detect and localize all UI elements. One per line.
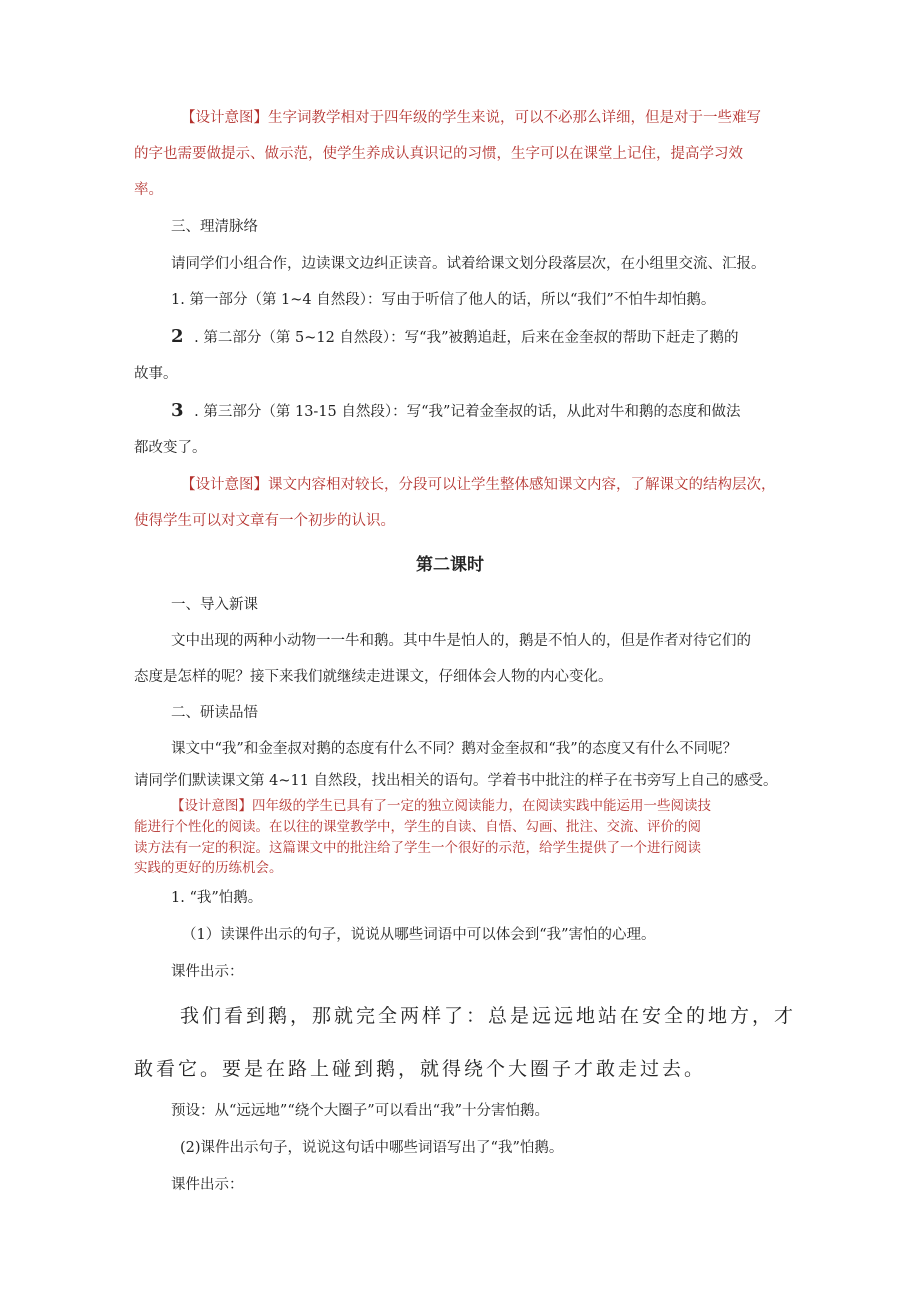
design-intent-3-line1 — [171, 797, 711, 815]
reading-line1: 课文中“我”和金奎叔对鹅的态度有什么不同？鹅对金奎叔和“我”的态度又有什么不同呢？ — [171, 741, 738, 757]
design-intent-3-line2: 能进行个性化的阅读。在以往的课堂教学中，学生的自读、自悟、勾画、批注、交流、评价的阅 — [134, 819, 701, 835]
part-3-line1 — [171, 401, 740, 422]
intro-line1: 文中出现的两种小动物一一牛和鹅。其中牛是怕人的，鹅是不怕人的，但是作者对待它们的 — [171, 633, 751, 649]
lesson-title: 第二课时 — [416, 555, 484, 575]
structure-intro: 请同学们小组合作，边读课文边纠正读音。试着给课文划分段落层次，在小组里交流、汇报。 — [171, 256, 766, 272]
part-3-text: . 第三部分（第 13-15 自然段）：写“我”记着金奎叔的话，从此对牛和鹅的态度和做法 — [194, 404, 741, 420]
section-heading-structure: 三、理清脉络 — [171, 219, 258, 235]
design-intent-3-line3: 读方法有一定的积淀。这篇课文中的批注给了学生一个很好的示范，给学生提供了一个进行阅读 — [134, 840, 701, 856]
design-intent-2-line1 — [181, 475, 776, 495]
section-heading-intro: 一、导入新课 — [171, 597, 258, 613]
quote-line1: 我们看到鹅，那就完全两样了：总是远远地站在安全的地方，才 — [180, 1005, 797, 1027]
courseware-label-2: 课件出示： — [171, 1177, 244, 1193]
section-heading-reading: 二、研读品悟 — [171, 705, 258, 721]
intro-line2: 态度是怎样的呢？接下来我们就继续走进课文，仔细体会人物的内心变化。 — [134, 669, 613, 685]
part-3-number: 3 — [171, 400, 184, 421]
reading-line2: 请同学们默读课文第 4~11 自然段，找出相关的语句。学着书中批注的样子在书旁写上自己的感受。 — [134, 773, 778, 789]
design-intent-3-line4: 实践的更好的历练机会。 — [134, 860, 283, 876]
design-intent-1-line2: 的字也需要做提示、做示范，使学生养成认真识记的习惯，生字可以在课堂上记住，提高学习效 — [134, 146, 743, 162]
design-intent-1-line3: 率。 — [134, 182, 163, 198]
design-intent-text: 课文内容相对较长，分段可以让学生整体感知课文内容，了解课文的结构层次， — [268, 477, 776, 493]
design-intent-tag: 【设计意图】 — [181, 110, 268, 126]
courseware-label-1: 课件出示： — [171, 964, 244, 980]
part-3-line2: 都改变了。 — [134, 440, 207, 456]
part-2-line2: 故事。 — [134, 366, 178, 382]
design-intent-text: 四年级的学生已具有了一定的独立阅读能力，在阅读实践中能运用一些阅读技 — [252, 798, 711, 814]
design-intent-text: 生字词教学相对于四年级的学生来说，可以不必那么详细，但是对于一些难写 — [268, 110, 761, 126]
design-intent-tag: 【设计意图】 — [181, 477, 268, 493]
preset-answer: 预设：从“远远地”“绕个大圈子”可以看出“我”十分害怕鹅。 — [171, 1103, 549, 1119]
quote-line2: 敢看它。要是在路上碰到鹅，就得绕个大圈子才敢走过去。 — [134, 1058, 707, 1080]
part-2-line1 — [171, 327, 738, 348]
part-2-text: . 第二部分（第 5~12 自然段）：写“我”被鹅追赶，后来在金奎叔的帮助下赶走了鹅的 — [194, 330, 739, 346]
fear-heading: 1. “我”怕鹅。 — [171, 890, 263, 906]
question-2: (2)课件出示句子，说说这句话中哪些词语写出了“我”怕鹅。 — [180, 1140, 564, 1156]
part-1: 1. 第一部分（第 1~4 自然段）：写由于听信了他人的话，所以“我们”不怕牛却怕鹅。 — [171, 292, 716, 308]
design-intent-2-line2: 使得学生可以对文章有一个初步的认识。 — [134, 513, 395, 529]
design-intent-tag: 【设计意图】 — [171, 798, 252, 814]
design-intent-1-line1 — [181, 108, 761, 128]
part-2-number: 2 — [171, 326, 184, 347]
question-1: （1）读课件出示的句子，说说从哪些词语中可以体会到“我”害怕的心理。 — [182, 927, 656, 943]
